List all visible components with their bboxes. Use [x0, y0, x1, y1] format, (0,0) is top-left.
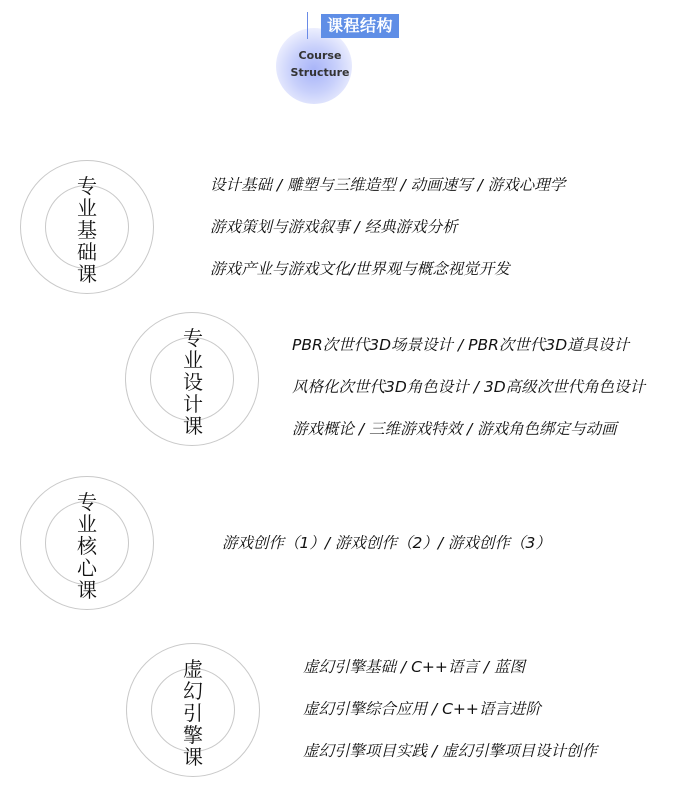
course-line: 设计基础 / 雕塑与三维造型 / 动画速写 / 游戏心理学: [210, 176, 566, 194]
label-char: 课: [183, 414, 203, 438]
page-subtitle: [276, 47, 364, 81]
label-char: 课: [77, 262, 97, 286]
course-line: 游戏概论 / 三维游戏特效 / 游戏角色绑定与动画: [292, 420, 617, 438]
header-divider-line: [307, 12, 308, 39]
course-list: [292, 330, 645, 456]
label-char: 基: [77, 218, 97, 242]
label-char: 引: [183, 701, 203, 725]
label-char: 专: [183, 326, 203, 350]
label-char: 业: [183, 348, 203, 372]
label-char: 专: [77, 490, 97, 514]
course-list: [222, 528, 551, 570]
page-title: 课程结构: [321, 14, 399, 38]
subtitle-line-2: Structure: [290, 66, 350, 79]
course-line: 虚幻引擎基础 / C++语言 / 蓝图: [303, 658, 525, 676]
course-list: [210, 170, 565, 296]
course-line: 游戏策划与游戏叙事 / 经典游戏分析: [210, 218, 458, 236]
section-label: [75, 491, 99, 601]
label-char: 幻: [183, 679, 203, 703]
course-line: 游戏产业与游戏文化/世界观与概念视觉开发: [210, 260, 510, 278]
label-char: 核: [77, 534, 97, 558]
course-line: PBR次世代3D场景设计 / PBR次世代3D道具设计: [292, 336, 630, 354]
label-char: 心: [77, 556, 97, 580]
label-char: 础: [77, 240, 97, 264]
label-char: 虚: [183, 657, 203, 681]
course-line: 虚幻引擎项目实践 / 虚幻引擎项目设计创作: [303, 742, 598, 760]
label-char: 课: [77, 578, 97, 602]
course-line: 风格化次世代3D角色设计 / 3D高级次世代角色设计: [292, 378, 646, 396]
section-label: [181, 327, 205, 437]
label-char: 专: [77, 174, 97, 198]
section-label: [75, 175, 99, 285]
section-label: [181, 658, 205, 768]
label-char: 计: [183, 392, 203, 416]
subtitle-line-1: Course: [298, 49, 342, 62]
label-char: 擎: [183, 723, 203, 747]
course-line: 游戏创作（1）/ 游戏创作（2）/ 游戏创作（3）: [222, 534, 551, 552]
label-char: 课: [183, 745, 203, 769]
label-char: 设: [183, 370, 203, 394]
label-char: 业: [77, 196, 97, 220]
label-char: 业: [77, 512, 97, 536]
course-line: 虚幻引擎综合应用 / C++语言进阶: [303, 700, 541, 718]
course-list: [303, 652, 597, 778]
